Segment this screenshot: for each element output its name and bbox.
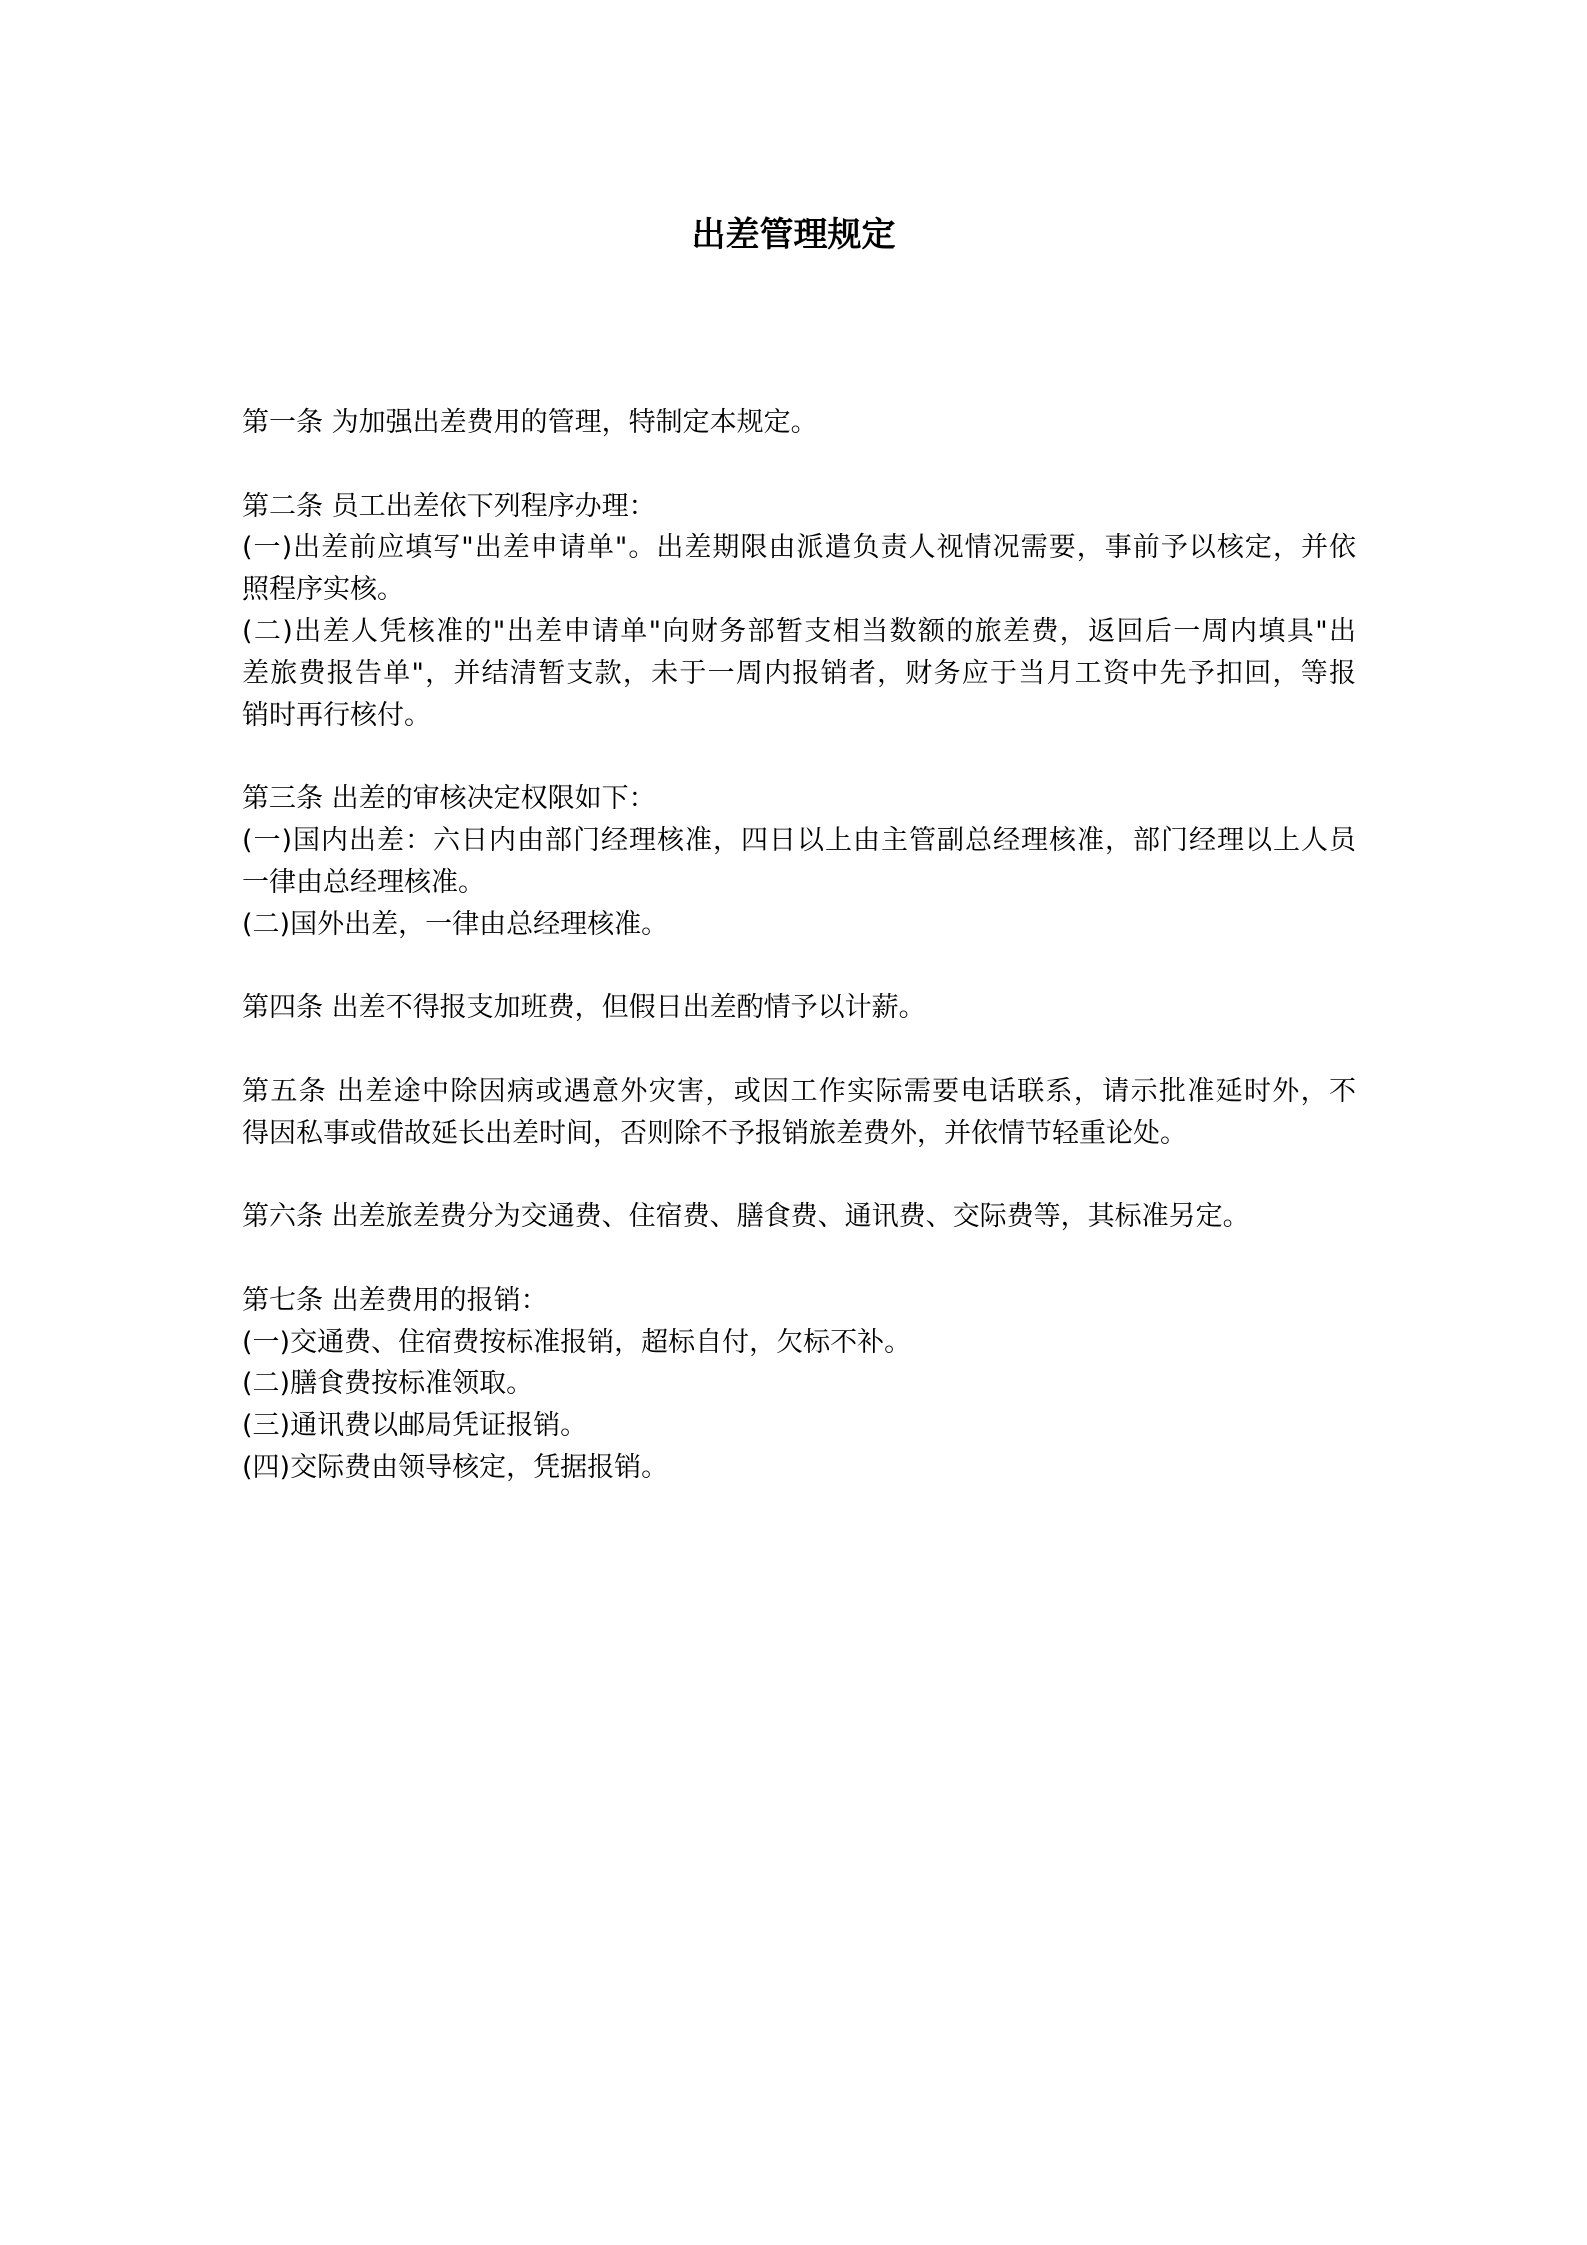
article-1 [242,402,1356,444]
article-line: (二)出差人凭核准的"出差申请单"向财务部暂支相当数额的旅差费，返回后一周内填具"出 [242,615,1356,647]
article-line: 第三条 出差的审核决定权限如下： [242,783,656,815]
article-line: (一)出差前应填写"出差申请单"。出差期限由派遣负责人视情况需要，事前予以核定，并依 [242,532,1356,564]
document-body [242,402,1356,1531]
article-line: 得因私事或借故延长出差时间，否则除不予报销旅差费外，并依情节轻重论处。 [242,1117,1187,1149]
article-line: 第一条 为加强出差费用的管理，特制定本规定。 [242,407,818,438]
article-line: (一)国内出差：六日内由部门经理核准，四日以上由主管副总经理核准，部门经理以上人员 [242,824,1356,856]
article-3 [242,778,1356,945]
article-line: 差旅费报告单"，并结清暂支款，未于一周内报销者，财务应于当月工资中先予扣回，等报 [242,657,1356,689]
article-2 [242,486,1356,737]
article-line: 第四条 出差不得报支加班费，但假日出差酌情予以计薪。 [242,992,926,1024]
article-line: (二)国外出差，一律由总经理核准。 [242,908,669,940]
article-line: (三)通讯费以邮局凭证报销。 [242,1410,588,1442]
document-title: 出差管理规定 [691,215,896,255]
article-line: 第五条 出差途中除因病或遇意外灾害，或因工作实际需要电话联系，请示批准延时外，不 [242,1075,1356,1107]
article-line: 第七条 出差费用的报销： [242,1284,548,1316]
article-line: 销时再行核付。 [242,699,431,731]
article-line: (一)交通费、住宿费按标准报销，超标自付，欠标不补。 [242,1326,912,1358]
article-5 [242,1071,1356,1155]
article-line: (四)交际费由领导核定，凭据报销。 [242,1451,669,1483]
article-6 [242,1196,1356,1238]
article-line: 一律由总经理核准。 [242,866,485,898]
article-line: 照程序实核。 [242,574,404,606]
article-line: (二)膳食费按标准领取。 [242,1368,534,1400]
article-line: 第六条 出差旅差费分为交通费、住宿费、膳食费、通讯费、交际费等，其标准另定。 [242,1201,1250,1233]
article-7 [242,1280,1356,1489]
article-4 [242,987,1356,1029]
article-line: 第二条 员工出差依下列程序办理： [242,490,656,522]
